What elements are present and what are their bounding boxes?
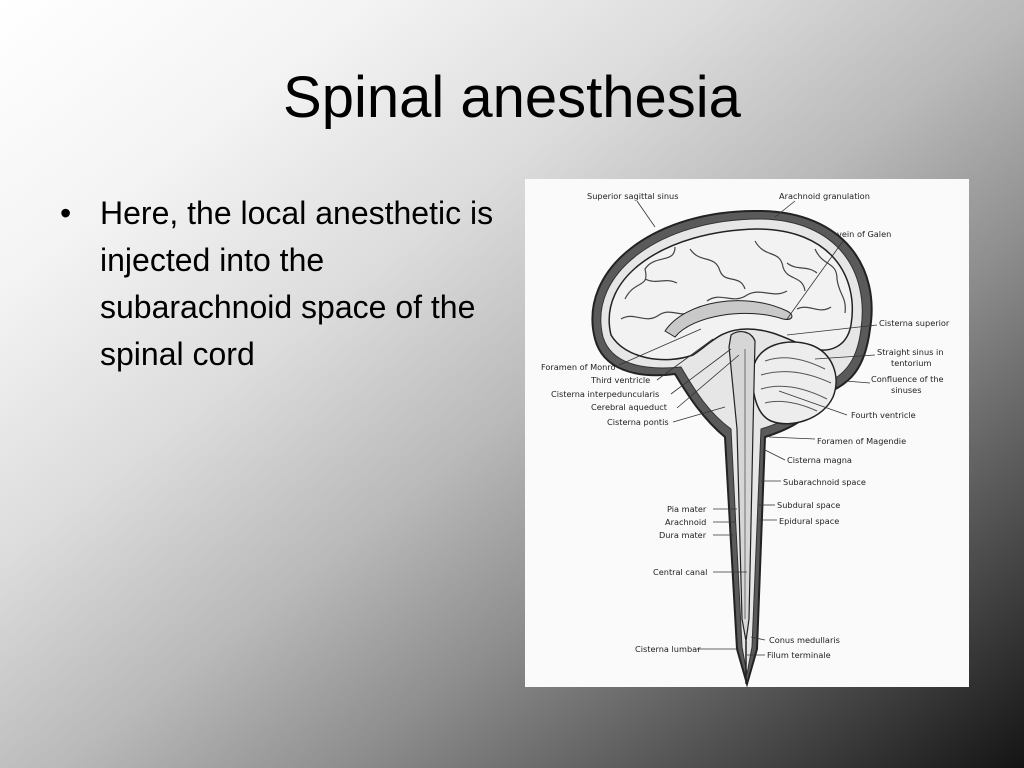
label-third-ventricle: Third ventricle [591,375,651,385]
bullet-list [56,190,496,378]
bullet-item [56,190,496,378]
label-pia-mater: Pia mater [667,504,707,514]
bullet-text: Here, the local anesthetic is injected into the subarachnoid space of the spinal cord [100,195,494,372]
label-cerebral-aqueduct: Cerebral aqueduct [591,402,667,412]
label-arachnoid: Arachnoid [665,517,707,527]
bullet-marker: • [60,195,72,231]
label-conus-medullaris: Conus medullaris [769,635,840,645]
label-subarachnoid-space: Subarachnoid space [783,477,866,487]
label-cisterna-magna: Cisterna magna [787,455,852,465]
label-cisterna-lumbar: Cisterna lumbar [635,644,701,654]
label-arachnoid-granulation: Arachnoid granulation [779,191,870,201]
label-epidural-space: Epidural space [779,516,840,526]
label-cisterna-interpeduncularis: Cisterna interpeduncularis [551,389,660,399]
label-subdural-space: Subdural space [777,500,841,510]
label-superior-sagittal-sinus: Superior sagittal sinus [587,191,679,201]
label-filum-terminale: Filum terminale [767,650,831,660]
label-confluence-of-sinuses: Confluence of the [871,374,944,384]
label-central-canal: Central canal [653,567,708,577]
label-foramen-of-magendie: Foramen of Magendie [817,436,907,446]
cerebellum [753,342,836,424]
label-dura-mater: Dura mater [659,530,707,540]
label-straight-sinus: Straight sinus in [877,347,944,357]
label-fourth-ventricle: Fourth ventricle [851,410,916,420]
label-vein-of-galen: vein of Galen [837,229,892,239]
label-straight-sinus-2: tentorium [891,358,932,368]
label-foramen-of-monro: Foramen of Monro [541,362,616,372]
brain-spinal-cord-diagram [525,179,969,687]
label-confluence-of-sinuses-2: sinuses [891,385,922,395]
slide-title: Spinal anesthesia [283,65,741,130]
label-cisterna-superior: Cisterna superior [879,318,950,328]
label-cisterna-pontis: Cisterna pontis [607,417,669,427]
